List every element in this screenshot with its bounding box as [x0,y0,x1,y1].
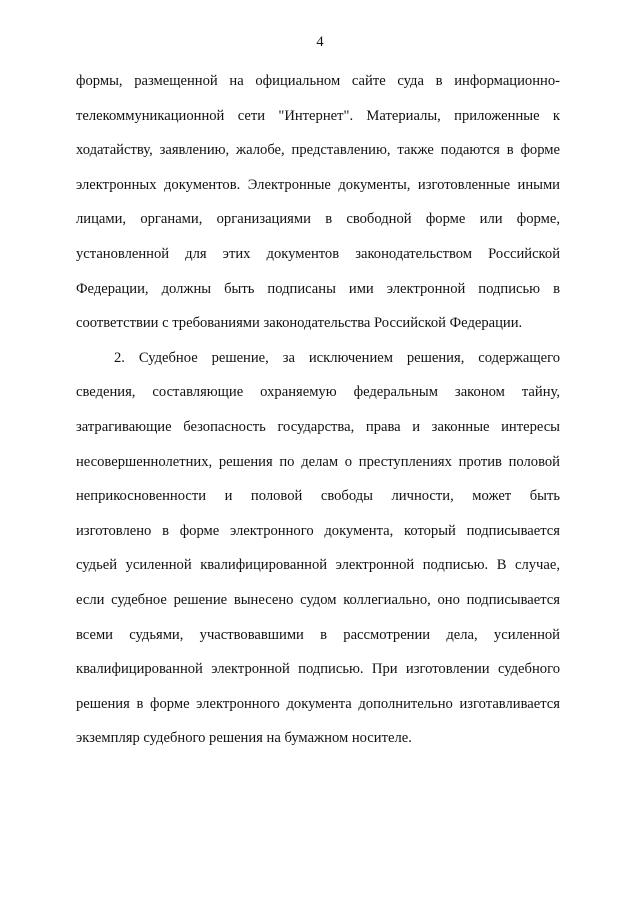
document-body [76,68,560,760]
text-line: электронных документов. Электронные документы, изготовленные иными [76,176,560,193]
text-line: формы, размещенной на официальном сайте суда в информационно- [76,73,560,89]
text-line: сведения, составляющие охраняемую федеральным законом тайну, [76,384,560,401]
text-line: ходатайству, заявлению, жалобе, представлению, также подаются в форме [76,142,560,159]
text-line: затрагивающие безопасность государства, права и законные интересы [76,418,560,435]
text-line: если судебное решение вынесено судом коллегиально, оно подписывается [76,591,560,608]
text-line: Федерации, должны быть подписаны ими электронной подписью в [76,280,560,297]
text-line: изготовлено в форме электронного документа, который подписывается [76,522,560,539]
text-line: лицами, органами, организациями в свободной форме или форме, [76,211,560,228]
text-line: экземпляр судебного решения на бумажном носителе. [76,730,412,747]
text-line: судьей усиленной квалифицированной электронной подписью. В случае, [76,557,560,574]
page-number: 4 [316,34,324,50]
text-line: телекоммуникационной сети "Интернет". Материалы, приложенные к [76,107,560,124]
text-line: всеми судьями, участвовавшими в рассмотрении дела, усиленной [76,626,560,643]
text-line: несовершеннолетних, решения по делам о преступлениях против половой [76,453,560,470]
text-line: неприкосновенности и половой свободы личности, может быть [76,488,560,505]
text-line: соответствии с требованиями законодательства Российской Федерации. [76,315,523,332]
paragraph-2 [76,345,560,760]
paragraph-1 [76,68,560,345]
text-line: решения в форме электронного документа дополнительно изготавливается [76,695,560,712]
text-line: установленной для этих документов законодательством Российской [76,245,560,262]
text-line: квалифицированной электронной подписью. При изготовлении судебного [76,661,560,678]
text-line: 2. Судебное решение, за исключением решения, содержащего [114,349,560,366]
